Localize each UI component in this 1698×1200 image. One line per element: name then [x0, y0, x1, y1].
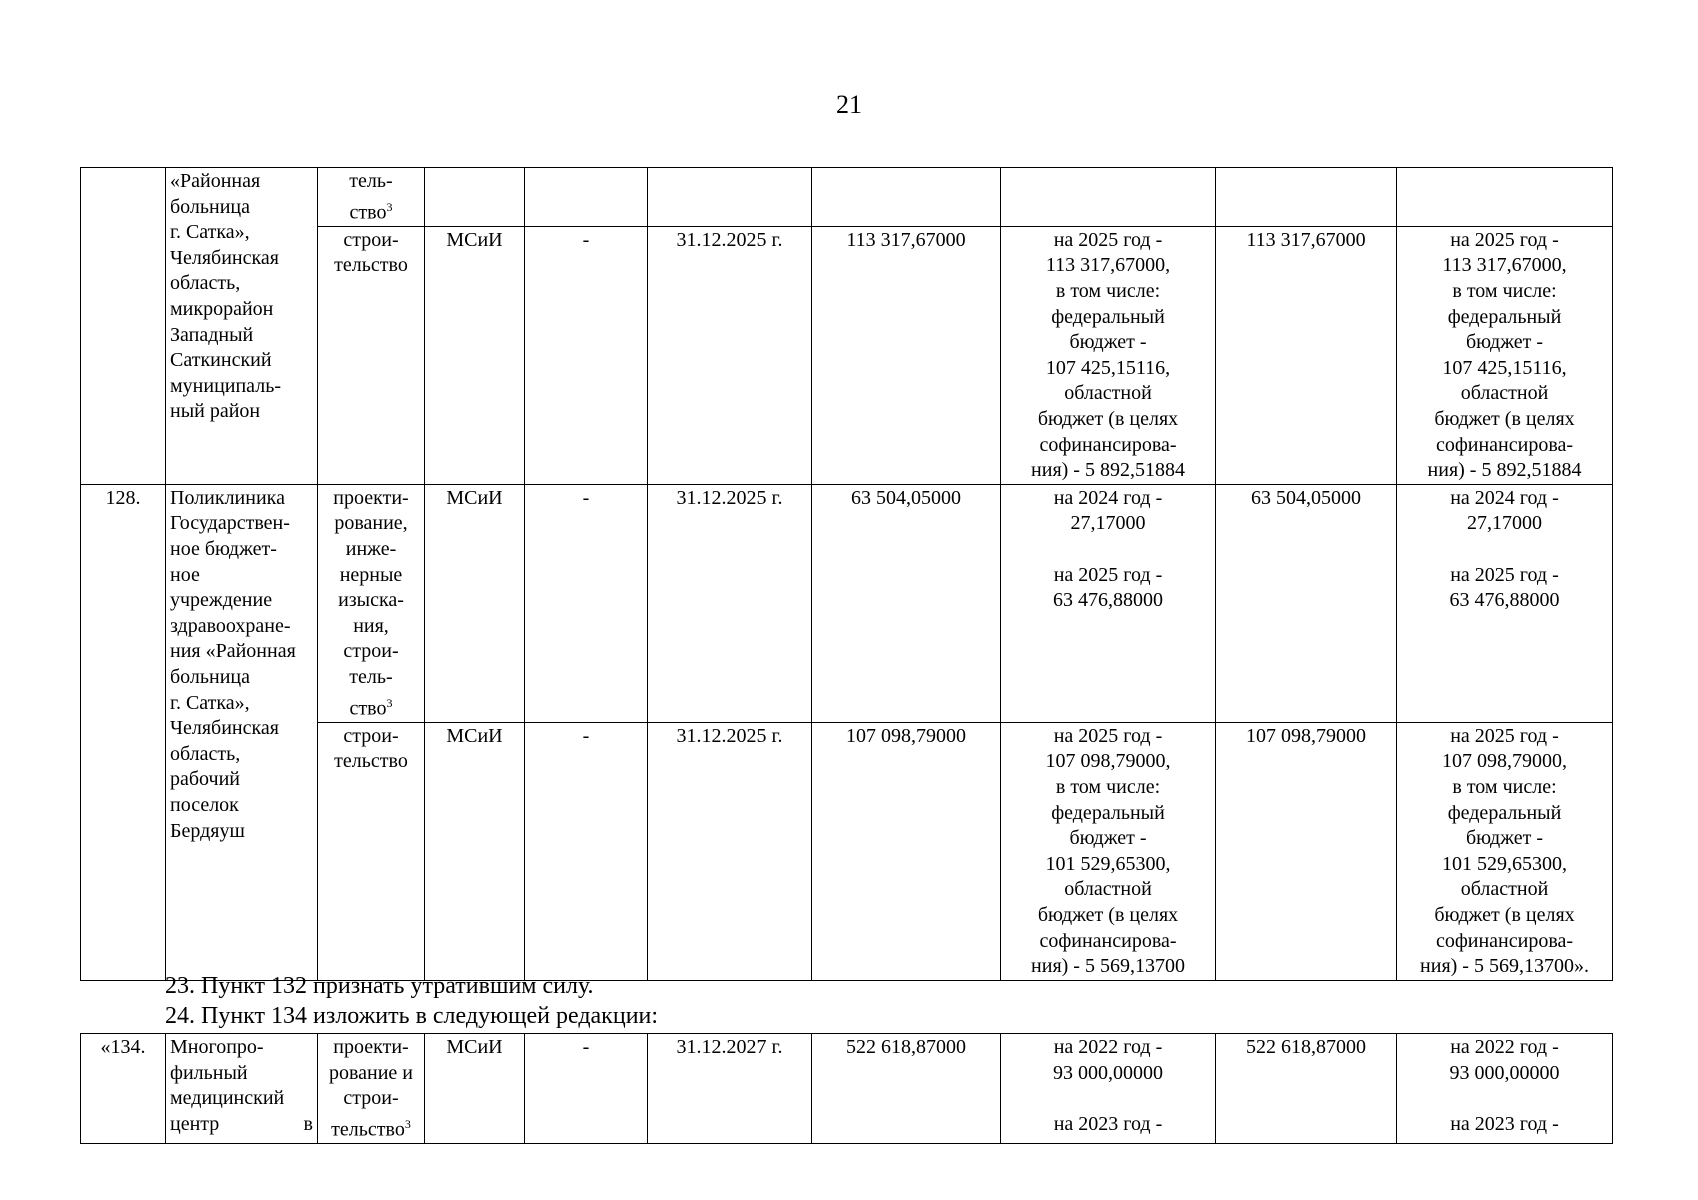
text-line: на 2025 год -: [1053, 228, 1163, 251]
object-name-cell: [166, 1034, 318, 1144]
text-line: медицинский: [170, 1087, 285, 1110]
text-line: федеральный: [1051, 801, 1165, 824]
text-line: софинансирова-: [1435, 433, 1574, 456]
customer-cell: МСиИ: [425, 226, 525, 484]
text-line: ство$^3$: [349, 695, 393, 720]
text-line: больница: [170, 666, 250, 688]
text-line: область,: [170, 272, 241, 295]
text-line: областной: [1460, 382, 1549, 405]
text-line: Бердяуш: [170, 819, 245, 842]
page-number: 21: [836, 90, 862, 119]
text-line: строи-: [343, 228, 399, 251]
text-line: бюджет -: [1069, 331, 1147, 354]
deadline-cell: 31.12.2025 г.: [648, 484, 812, 722]
work-type-cell: [318, 226, 425, 484]
text-line: строи-: [343, 1087, 399, 1110]
text-line: федеральный: [1447, 801, 1562, 824]
table-row: [81, 484, 1613, 722]
text-line: областной: [1064, 382, 1152, 405]
text-line: учреждение: [170, 589, 273, 612]
text-line: бюджет (в целях: [1434, 904, 1575, 926]
text-line: 27,17000: [1467, 512, 1542, 535]
text-line: 107 098,79000,: [1442, 750, 1567, 773]
text-line: Челябинская: [170, 246, 280, 269]
text-line: ния) - 5 569,13700».: [1420, 955, 1589, 978]
text-line: бюджет (в целях: [1434, 408, 1575, 430]
text-line: Многопро-: [170, 1036, 264, 1058]
deadline-cell: 31.12.2025 г.: [648, 722, 812, 980]
text-line: 101 529,65300,: [1045, 852, 1171, 875]
text-line: на 2024 год -: [1053, 486, 1163, 509]
text-line: тельство$^3$: [331, 1116, 411, 1141]
text-line: поселок: [170, 793, 239, 816]
text-line: 63 476,88000: [1053, 589, 1163, 612]
text-line: софинансирова-: [1435, 929, 1574, 952]
objects-table-item-134: [80, 1033, 1613, 1144]
footnote-mark: 3: [386, 199, 393, 214]
financing-cell: [1001, 1034, 1216, 1144]
text-line: рование и: [328, 1061, 414, 1084]
work-type-cell: [318, 168, 425, 227]
text-line: в том числе:: [1452, 280, 1557, 303]
text-line: 113 317,67000,: [1045, 254, 1171, 277]
text-line: Поликлиника: [170, 486, 285, 509]
financing-cell: [1001, 226, 1216, 484]
text-line: ный район: [170, 400, 261, 423]
text-line: в том числе:: [1055, 280, 1161, 303]
text-line: 101 529,65300,: [1442, 852, 1567, 875]
work-type-cell: [318, 1034, 425, 1144]
text-line: 93 000,00000: [1449, 1061, 1560, 1084]
dash-cell: -: [525, 484, 648, 722]
row-number-cell: 128.: [81, 484, 166, 980]
text-line: федеральный: [1051, 305, 1165, 328]
text-line: на 2023 год -: [1053, 1112, 1163, 1135]
work-type-cell: [318, 484, 425, 722]
row-number-cell: «134.: [81, 1034, 166, 1144]
financing2-cell: [1397, 1034, 1613, 1144]
object-name-cell: [166, 168, 318, 485]
customer-cell: МСиИ: [425, 722, 525, 980]
text-line: на 2022 год -: [1053, 1036, 1163, 1058]
financing2-cell: [1397, 226, 1613, 484]
text-line: в том числе:: [1055, 776, 1161, 799]
text-line: софинансирова-: [1039, 929, 1177, 952]
text-line: рование,: [334, 512, 408, 535]
text-line: 93 000,00000: [1053, 1061, 1163, 1084]
text-line: областной: [1460, 878, 1549, 901]
text-line: г. Сатка»,: [170, 691, 250, 714]
work-type-cell: [318, 722, 425, 980]
financing2-cell: [1397, 484, 1613, 722]
paragraph-24: 24. Пункт 134 изложить в следующей редакции:: [165, 1003, 659, 1029]
text-line: ния,: [353, 614, 389, 637]
text-line: строи-: [343, 724, 399, 747]
text-line: проекти-: [333, 486, 409, 509]
text-line: рабочий: [170, 768, 240, 791]
cost2-cell: 522 618,87000: [1216, 1034, 1397, 1144]
cost2-cell: 113 317,67000: [1216, 226, 1397, 484]
text-line: Западный: [170, 323, 254, 346]
text-line: нерные: [339, 563, 403, 586]
cost-cell: 63 504,05000: [812, 484, 1001, 722]
object-name-preposition: в: [303, 1112, 313, 1135]
object-name-last-word: центр: [170, 1112, 220, 1135]
dash-cell: -: [525, 1034, 648, 1144]
financing-cell: [1001, 484, 1216, 722]
text-line: на 2025 год -: [1450, 228, 1559, 251]
table-row: [81, 1034, 1613, 1144]
text-line: ния) - 5 892,51884: [1427, 459, 1582, 482]
dash-cell: -: [525, 226, 648, 484]
text-line: микрорайон: [170, 297, 274, 320]
text-line: тель-: [349, 666, 393, 688]
footnote-mark: 3: [404, 1116, 411, 1131]
text-line: здравоохране-: [170, 614, 291, 637]
cost2-cell: 63 504,05000: [1216, 484, 1397, 722]
text-line: Государствен-: [170, 512, 290, 535]
text-line: на 2025 год -: [1053, 563, 1163, 586]
financing2-cell: [1397, 722, 1613, 980]
text-line: ния) - 5 569,13700: [1031, 955, 1185, 978]
deadline-cell: 31.12.2025 г.: [648, 226, 812, 484]
text-line: проекти-: [333, 1036, 409, 1058]
text-line: изыска-: [338, 589, 404, 612]
text-line: 113 317,67000,: [1442, 254, 1567, 277]
text-line: на 2023 год -: [1450, 1112, 1559, 1135]
text-line: бюджет (в целях: [1037, 904, 1179, 926]
text-line: 107 098,79000,: [1045, 750, 1171, 773]
text-line: больница: [170, 195, 250, 218]
text-line: инже-: [345, 538, 397, 561]
text-line: ство$^3$: [349, 199, 393, 224]
text-line: бюджет -: [1069, 827, 1147, 850]
table-row: [81, 168, 1613, 227]
text-line: тельство: [334, 750, 408, 773]
text-line: 107 425,15116,: [1442, 356, 1567, 379]
text-line: ное: [170, 563, 200, 586]
text-line: бюджет -: [1465, 827, 1544, 850]
text-line: г. Сатка»,: [170, 221, 250, 244]
text-line: строи-: [343, 640, 399, 663]
text-line: область,: [170, 742, 241, 765]
text-line: тель-: [349, 170, 393, 192]
text-line: областной: [1064, 878, 1152, 901]
text-line: на 2025 год -: [1053, 724, 1163, 747]
text-line: в том числе:: [1452, 776, 1557, 799]
cost-cell: 113 317,67000: [812, 226, 1001, 484]
text-line: на 2025 год -: [1450, 724, 1559, 747]
text-line: Саткинский: [170, 349, 272, 372]
text-line: фильный: [170, 1061, 248, 1084]
text-line: на 2022 год -: [1450, 1036, 1559, 1058]
objects-table-continuation: [80, 167, 1613, 981]
text-line: тельство: [334, 254, 408, 277]
text-line: бюджет -: [1465, 331, 1544, 354]
dash-cell: -: [525, 722, 648, 980]
text-line: на 2024 год -: [1450, 486, 1559, 509]
row-number-cell: [81, 168, 166, 485]
text-line: бюджет (в целях: [1037, 408, 1179, 430]
text-line: федеральный: [1447, 305, 1562, 328]
text-line: ния «Районная: [170, 640, 296, 663]
text-line: софинансирова-: [1039, 433, 1177, 456]
text-line: 107 425,15116,: [1045, 356, 1171, 379]
text-line: муниципаль-: [170, 374, 281, 397]
text-line: ное бюджет-: [170, 538, 277, 561]
customer-cell: МСиИ: [425, 1034, 525, 1144]
text-line: «Районная: [170, 170, 261, 192]
text-line: 63 476,88000: [1449, 589, 1560, 612]
paragraph-23: 23. Пункт 132 признать утратившим силу.: [165, 973, 594, 999]
object-name-cell: [166, 484, 318, 980]
text-line: 27,17000: [1070, 512, 1146, 535]
cost-cell: 107 098,79000: [812, 722, 1001, 980]
text-line: на 2025 год -: [1450, 563, 1559, 586]
text-line: Челябинская: [170, 717, 280, 740]
cost-cell: 522 618,87000: [812, 1034, 1001, 1144]
text-line: ния) - 5 892,51884: [1031, 459, 1185, 482]
footnote-mark: 3: [386, 695, 393, 710]
cost2-cell: 107 098,79000: [1216, 722, 1397, 980]
financing-cell: [1001, 722, 1216, 980]
customer-cell: МСиИ: [425, 484, 525, 722]
deadline-cell: 31.12.2027 г.: [648, 1034, 812, 1144]
